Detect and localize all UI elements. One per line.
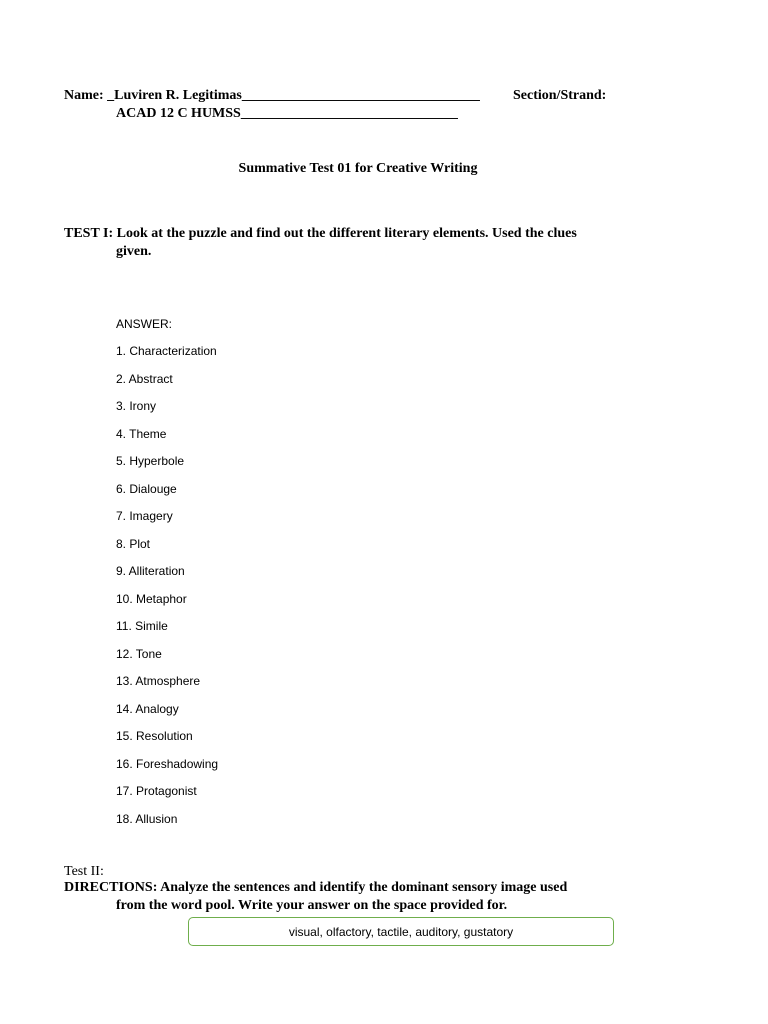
answer-item: 18. Allusion	[116, 811, 178, 826]
section-strand-value: ACAD 12 C HUMSS_______________________________	[116, 106, 458, 121]
answer-item: 1. Characterization	[116, 344, 217, 358]
test2-label: Test II:	[64, 864, 104, 879]
answer-item: 13. Atmosphere	[116, 674, 201, 688]
test2-directions-cont: from the word pool. Write your answer on the space provided for.	[116, 898, 508, 913]
answer-item: 11. Simile	[116, 619, 168, 633]
answer-item: 8. Plot	[116, 536, 151, 551]
answer-item: 14. Analogy	[116, 701, 179, 716]
word-pool-box	[188, 917, 614, 946]
answer-item: 4. Theme	[116, 426, 167, 441]
document-title: Summative Test 01 for Creative Writing	[238, 161, 478, 176]
answer-item: 15. Resolution	[116, 729, 193, 743]
test1-instructions: TEST I: Look at the puzzle and find out the different literary elements. Used the clues	[64, 226, 577, 241]
answer-item: 7. Imagery	[116, 509, 173, 523]
answer-item: 10. Metaphor	[116, 591, 187, 606]
answer-list	[116, 316, 218, 838]
answer-item: 17. Protagonist	[116, 784, 197, 798]
answer-item: 3. Irony	[116, 399, 157, 413]
answer-item: 2. Abstract	[116, 371, 173, 386]
test1-instructions-cont: given.	[116, 244, 152, 259]
answer-item: 12. Tone	[116, 646, 162, 661]
answer-item: 9. Alliteration	[116, 564, 185, 578]
answer-item: 5. Hyperbole	[116, 454, 185, 468]
section-strand-label: Section/Strand:	[513, 88, 607, 103]
test2-directions: DIRECTIONS: Analyze the sentences and identify the dominant sensory image used	[64, 880, 568, 895]
word-pool-text: visual, olfactory, tactile, auditory, gustatory	[288, 924, 514, 939]
answer-item: 6. Dialouge	[116, 481, 177, 496]
answer-item: 16. Foreshadowing	[116, 756, 219, 771]
answer-heading: ANSWER:	[116, 317, 173, 331]
student-name-line: Name: _Luviren R. Legitimas__________________________________	[64, 88, 480, 103]
